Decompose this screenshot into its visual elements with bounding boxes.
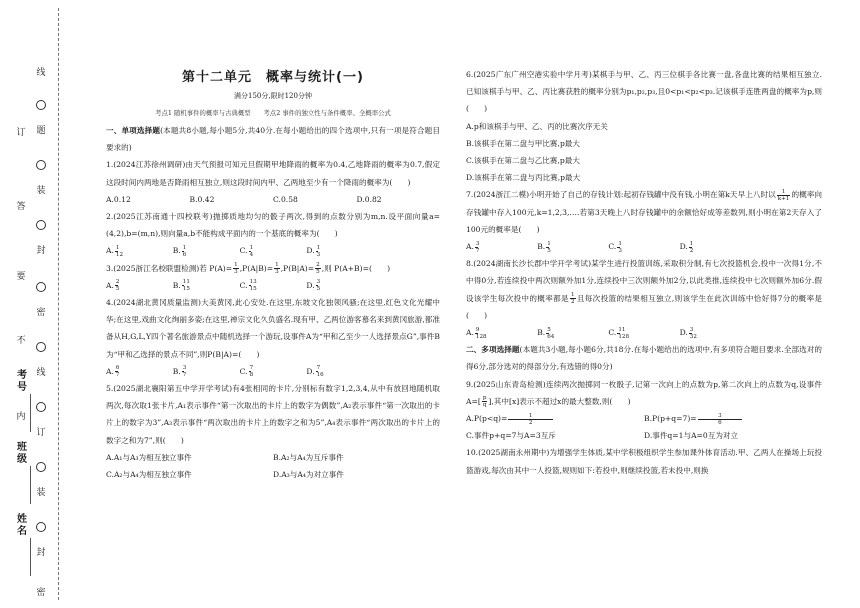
denominator: 15 [182, 286, 190, 293]
option-letter: C. [239, 280, 248, 290]
option-c[interactable] [608, 238, 679, 255]
question-8 [466, 255, 822, 341]
student-id-label: 考号 [17, 370, 27, 393]
option-c[interactable] [240, 277, 307, 294]
strip-label: 题 [36, 126, 46, 136]
option-c[interactable]: C.0.58 [273, 194, 298, 204]
option-d[interactable]: D.该棋手在第二盘与丙比赛,p最大 [466, 173, 581, 183]
denominator: 16 [316, 372, 324, 379]
numerator: 3 [689, 326, 694, 333]
exam-meta: 满分150分,限时120分钟 [234, 92, 312, 100]
fraction [546, 241, 560, 254]
numerator: 3 [475, 240, 480, 247]
binding-hole [36, 462, 46, 472]
denominator: 64 [547, 333, 555, 340]
numerator: 9 [475, 326, 480, 333]
fraction [249, 365, 262, 378]
option-c[interactable]: C.事件p+q=7与A=3互斥 [466, 431, 556, 441]
question-stem: 7.(2024浙江二模)小明开始了自己的存钱计划:起初存钱罐中没有钱,小明在第k天早上八时以 [466, 190, 776, 200]
question-stem: ,则 P(A+B)=( ) [321, 263, 391, 273]
question-5 [106, 380, 440, 483]
question-9: 9.(2025山东青岛检测)连续两次抛掷同一枚骰子,记第一次向上的点数为p,第二次向上的点数为q,设事件A=[ $\frac{p}{q}$ ],其中[x]表示不超过x的最大整数,则( ) A.P(p<q)= $\frac{1}{2}$ B.P(p+q=7)= $\frac{3}{6}$ C.事件p+q=7与A=3互斥 D.事件q=1与A=0互为对立 [466, 376, 822, 445]
section-title: 一、单项选择题 [106, 126, 161, 135]
fraction [316, 245, 329, 258]
denominator: 128 [618, 333, 630, 340]
option-a[interactable] [466, 410, 644, 427]
strip-label: 密 [36, 308, 46, 318]
option-a[interactable]: A.p和该棋手与甲、乙、丙的比赛次序无关 [466, 121, 608, 131]
denominator: 128 [475, 333, 487, 340]
numerator: 1 [547, 240, 551, 247]
binding-hole [36, 100, 46, 110]
option-d[interactable]: D.A₃与A₄为对立事件 [273, 470, 344, 480]
fraction [182, 279, 195, 292]
option-b[interactable] [173, 242, 240, 259]
question-6 [466, 66, 822, 186]
numerator: 11 [182, 279, 190, 286]
question-stem: 3.(2025浙江名校联盟检测)若 P(A)= [106, 263, 233, 273]
right-column [466, 66, 822, 479]
option-b[interactable] [537, 238, 608, 255]
fraction [115, 365, 128, 378]
option-b[interactable] [173, 277, 240, 294]
class-label: 班级 [17, 442, 27, 465]
denominator: 5 [316, 269, 320, 276]
numerator: 13 [249, 279, 257, 286]
binding-hole [36, 160, 46, 170]
denominator: 5 [115, 286, 120, 293]
binding-hole [36, 342, 46, 352]
question-stem: 9.(2025山东青岛检测)连续两次抛掷同一枚骰子,记第一次向上的点数为p,第二次向上的点数为q,设事件A= [466, 379, 822, 406]
option-letter: D. [306, 366, 315, 376]
question-stem: 4.(2024湖北黄冈质量监测)大美黄冈,此心安处.在这里,东坡文化独领风骚;在这里,红色文化光耀中华;在这里,戏曲文化绚丽多姿;在这里,禅宗文化久负盛名.现有甲、乙两位游客慕名来到黄冈旅游,都准备从H,G,L,Y四个著名旅游景点中随机选择一个游玩,设事件A为“甲和乙至少一人选择景点G”,事件B为“甲和乙选择的景点不同”,则P(B|A)=( ) [106, 298, 440, 359]
binding-hole [36, 282, 46, 292]
option-d[interactable] [306, 242, 373, 259]
option-a[interactable] [466, 238, 537, 255]
fraction [508, 413, 597, 426]
option-letter: A. [466, 328, 474, 338]
question-stem: ,P(B|A)= [280, 263, 315, 273]
binding-hole [36, 220, 46, 230]
denominator: 15 [249, 286, 257, 293]
section-title: 二、多项选择题 [466, 345, 520, 355]
question-10 [466, 444, 822, 478]
option-b[interactable]: B.该棋手在第二盘与甲比赛,p最大 [466, 138, 580, 148]
exam-title: 第十二单元 概率与统计(一) [182, 70, 364, 85]
fraction [315, 262, 321, 275]
option-d[interactable] [306, 363, 373, 380]
fraction [570, 292, 576, 305]
denominator: 3 [275, 269, 279, 276]
numerator: 5 [547, 326, 551, 333]
numerator: 1 [316, 244, 321, 251]
option-c[interactable] [240, 242, 307, 259]
option-b[interactable] [537, 324, 608, 341]
denominator: 6 [718, 419, 722, 426]
binding-margin [0, 0, 76, 608]
strip-label: 装 [36, 186, 46, 196]
fraction [316, 365, 329, 378]
strip-label: 线 [36, 68, 46, 78]
denominator: 7 [115, 372, 120, 379]
binding-hole [36, 522, 46, 532]
denominator: 7 [475, 247, 480, 254]
option-letter: B. [537, 242, 546, 252]
numerator: p [482, 395, 487, 402]
option-letter: A. [466, 242, 474, 252]
fraction [115, 279, 128, 292]
strip-label: 线 [36, 368, 46, 378]
strip-label: 答 [16, 202, 26, 212]
numerator: 1 [182, 244, 187, 251]
denominator: 7 [182, 372, 187, 379]
option-letter: D. [679, 328, 688, 338]
option-letter: A. [106, 246, 114, 256]
option-d[interactable] [306, 277, 373, 294]
denominator: k+1 [777, 195, 790, 202]
fraction [182, 365, 195, 378]
fraction [115, 245, 128, 258]
question-stem: 2.(2025江苏南通十四校联考)抛掷质地均匀的骰子两次,得到的点数分别为m,n.设平面向量a=(4,2),b=(m,n),则向量a,b不能构成平面内的一个基底的概率为( ) [106, 212, 440, 239]
numerator: 3 [698, 413, 743, 420]
option-a[interactable]: A.A₁与A₃为相互独立事件 [106, 452, 192, 462]
numerator: 11 [618, 326, 626, 333]
class-field[interactable] [30, 466, 31, 504]
section-heading: 一、单项选择题(本题共8小题,每小题5分,共40分.在每小题给出的四个选项中,只有一项是符合题目要求的) [106, 126, 441, 153]
option-letter: C. [608, 328, 617, 338]
question-3 [106, 260, 440, 294]
denominator: 3 [234, 269, 238, 276]
option-text: B.P(p+q=7)= [644, 414, 697, 424]
fraction [274, 262, 280, 275]
denominator: 3 [316, 251, 321, 258]
fraction [546, 327, 560, 340]
fraction [475, 327, 489, 340]
denominator: 8 [249, 372, 254, 379]
numerator: 1 [570, 292, 575, 299]
denominator: 2 [689, 247, 694, 254]
question-4 [106, 294, 440, 380]
option-c[interactable]: C.该棋手在第二盘与乙比赛,p最大 [466, 156, 580, 166]
fraction [777, 189, 791, 202]
numerator: 2 [316, 262, 320, 269]
option-letter: A. [106, 366, 114, 376]
fraction [475, 241, 489, 254]
strip-label: 密 [36, 588, 46, 598]
question-7 [466, 186, 822, 255]
option-d[interactable] [680, 238, 751, 255]
section-instructions: 本题共8小题,每小题5分,共40分.在每小题给出的四个选项中,只有一项是符合题目要求的) [106, 126, 441, 153]
strip-label: 内 [16, 412, 26, 422]
denominator: 2 [528, 419, 533, 426]
numerator: 3 [182, 365, 187, 372]
option-c[interactable] [240, 363, 307, 380]
denominator: 5 [316, 286, 321, 293]
option-letter: B. [172, 366, 181, 376]
left-column [106, 122, 440, 483]
question-stem: ,其中[x]表示不超过x的最大整数,则( ) [491, 396, 631, 406]
denominator: q [482, 402, 487, 409]
question-1 [106, 156, 440, 208]
numerator: 1 [689, 240, 694, 247]
fraction [249, 245, 262, 258]
option-letter: D. [306, 246, 315, 256]
fraction [617, 241, 631, 254]
binding-hole [36, 402, 46, 412]
denominator: 12 [115, 251, 124, 258]
fraction [249, 279, 262, 292]
strip-label: 封 [36, 548, 46, 558]
denominator: 5 [547, 247, 551, 254]
strip-label: 订 [16, 128, 26, 138]
question-stem: 6.(2025广东广州空港实验中学月考)某棋手与甲、乙、丙三位棋手各比赛一盘,各盘比赛的结果相互独立.已知该棋手与甲、乙、丙比赛获胜的概率分别为p₁,p₂,p₃,且0<p₁<p₂<p₃.记该棋手连胜两盘的概率为p,则( ) [466, 70, 822, 114]
option-b[interactable]: B.0.42 [189, 194, 215, 204]
fraction [316, 279, 329, 292]
option-text: A.P(p<q)= [466, 414, 508, 424]
denominator: 4 [249, 251, 254, 258]
option-a[interactable] [466, 324, 537, 341]
question-stem: 8.(2024湖南长沙长郡中学开学考试)某学生进行投篮训练,采取积分制,有七次投篮机会,投中一次得1分,不中得0分,若连续投中两次则额外加1分,连续投中三次则额外加2分,以此类推,连续投中七次则额外加6分.假设该学生每次投中的概率都是 [466, 259, 822, 303]
exam-topics: 考点1 随机事件的概率与古典概型 考点2 事件的独立性与条件概率、全概率公式 [155, 109, 391, 117]
numerator: 1 [234, 262, 238, 269]
numerator: 1 [115, 244, 120, 251]
numerator: 6 [115, 365, 120, 372]
denominator: 6 [182, 251, 187, 258]
fraction [689, 327, 703, 340]
numerator: 1 [777, 189, 791, 196]
strip-label: 封 [36, 246, 46, 256]
option-letter: D. [306, 280, 315, 290]
option-letter: B. [537, 328, 546, 338]
fraction [689, 241, 703, 254]
question-stem: 10.(2025湖南永州期中)为增强学生体质,某中学积极组织学生参加课外体育活动.甲、乙两人在操场上玩投篮游戏,每次由其中一人投篮,规则如下:若投中,则继续投篮,若未投中,则换 [466, 448, 822, 475]
option-letter: B. [172, 246, 181, 256]
option-letter: B. [172, 280, 181, 290]
strip-label: 装 [36, 488, 46, 498]
numerator: 7 [249, 365, 254, 372]
option-b[interactable] [173, 363, 240, 380]
option-b[interactable]: B.A₂与A₄为互斥事件 [273, 452, 344, 462]
strip-label: 不 [16, 336, 26, 346]
option-a[interactable] [106, 242, 173, 259]
fraction [233, 262, 239, 275]
numerator: 7 [316, 365, 321, 372]
option-letter: C. [239, 366, 248, 376]
option-c[interactable]: C.A₂与A₄为相互独立事件 [106, 470, 192, 480]
option-a[interactable] [106, 363, 173, 380]
cut-line [58, 8, 59, 600]
numerator: 1 [275, 262, 279, 269]
fraction [182, 245, 195, 258]
question-stem: 的概率向存钱罐中存入100元,k=1,2,3,….若第3天晚上八时存钱罐中的余额恰好成等差数列,则小明在第2天存入了100元的概率是( ) [466, 190, 822, 234]
section-instructions: 本题共3小题,每小题6分,共18分.在每小题给出的选项中,有多项符合题目要求.全部选对的得6分,部分选对的得部分分,有选错的得0分) [466, 345, 823, 372]
question-stem: 5.(2025湖北襄阳第五中学开学考试)有4张相同的卡片,分别标有数字1,2,3,4,从中有放回地随机取两次,每次取1张卡片,A₁表示事件“第一次取出的卡片上的数字为偶数”,A₂表示事件“第一次取出的卡片上的数字为3”,A₃表示事件“两次取出的卡片上的数字之和为5”,A₄表示事件“两次取出的卡片上的数字之和为7”,则( ) [106, 384, 440, 445]
strip-label: 要 [16, 272, 26, 282]
section-heading: 二、多项选择题(本题共3小题,每小题6分,共18分.在每小题给出的选项中,有多项符合题目要求.全部选对的得6分,部分选对的得部分分,有选错的得0分) [466, 345, 823, 372]
question-stem: 1.(2024江苏徐州调研)由天气预报可知元旦假期甲地降雨的概率为0.4,乙地降雨的概率为0.7,假定这段时间内两地是否降雨相互独立,则这段时间内甲、乙两地至少有一个降雨的概率为( ) [106, 160, 440, 187]
name-field[interactable] [30, 538, 31, 576]
denominator: 3 [618, 247, 622, 254]
fraction [698, 413, 787, 426]
question-stem: ,P(A|B)= [239, 263, 274, 273]
option-c[interactable] [608, 324, 679, 341]
question-2 [106, 208, 440, 260]
numerator: 1 [249, 244, 254, 251]
numerator: 3 [316, 279, 321, 286]
option-letter: C. [239, 246, 248, 256]
denominator: 32 [689, 333, 697, 340]
strip-label: 订 [36, 428, 46, 438]
option-d[interactable] [680, 324, 751, 341]
student-id-field[interactable] [30, 394, 31, 432]
option-letter: D. [679, 242, 688, 252]
option-d[interactable]: D.0.82 [356, 194, 382, 204]
name-label: 姓名 [17, 514, 27, 537]
option-a[interactable]: A.0.12 [106, 194, 131, 204]
numerator: 2 [115, 279, 120, 286]
option-a[interactable] [106, 277, 173, 294]
option-letter: A. [106, 280, 114, 290]
option-b[interactable] [644, 410, 822, 427]
fraction [617, 327, 631, 340]
numerator: 1 [508, 413, 553, 420]
option-d[interactable]: D.事件q=1与A=0互为对立 [644, 431, 739, 441]
numerator: 1 [618, 240, 622, 247]
question-stem: 且每次投篮的结果相互独立,则该学生在此次训练中恰好得7分的概率是( ) [466, 293, 822, 320]
fraction [482, 395, 488, 408]
denominator: 2 [570, 299, 575, 306]
option-letter: C. [608, 242, 617, 252]
